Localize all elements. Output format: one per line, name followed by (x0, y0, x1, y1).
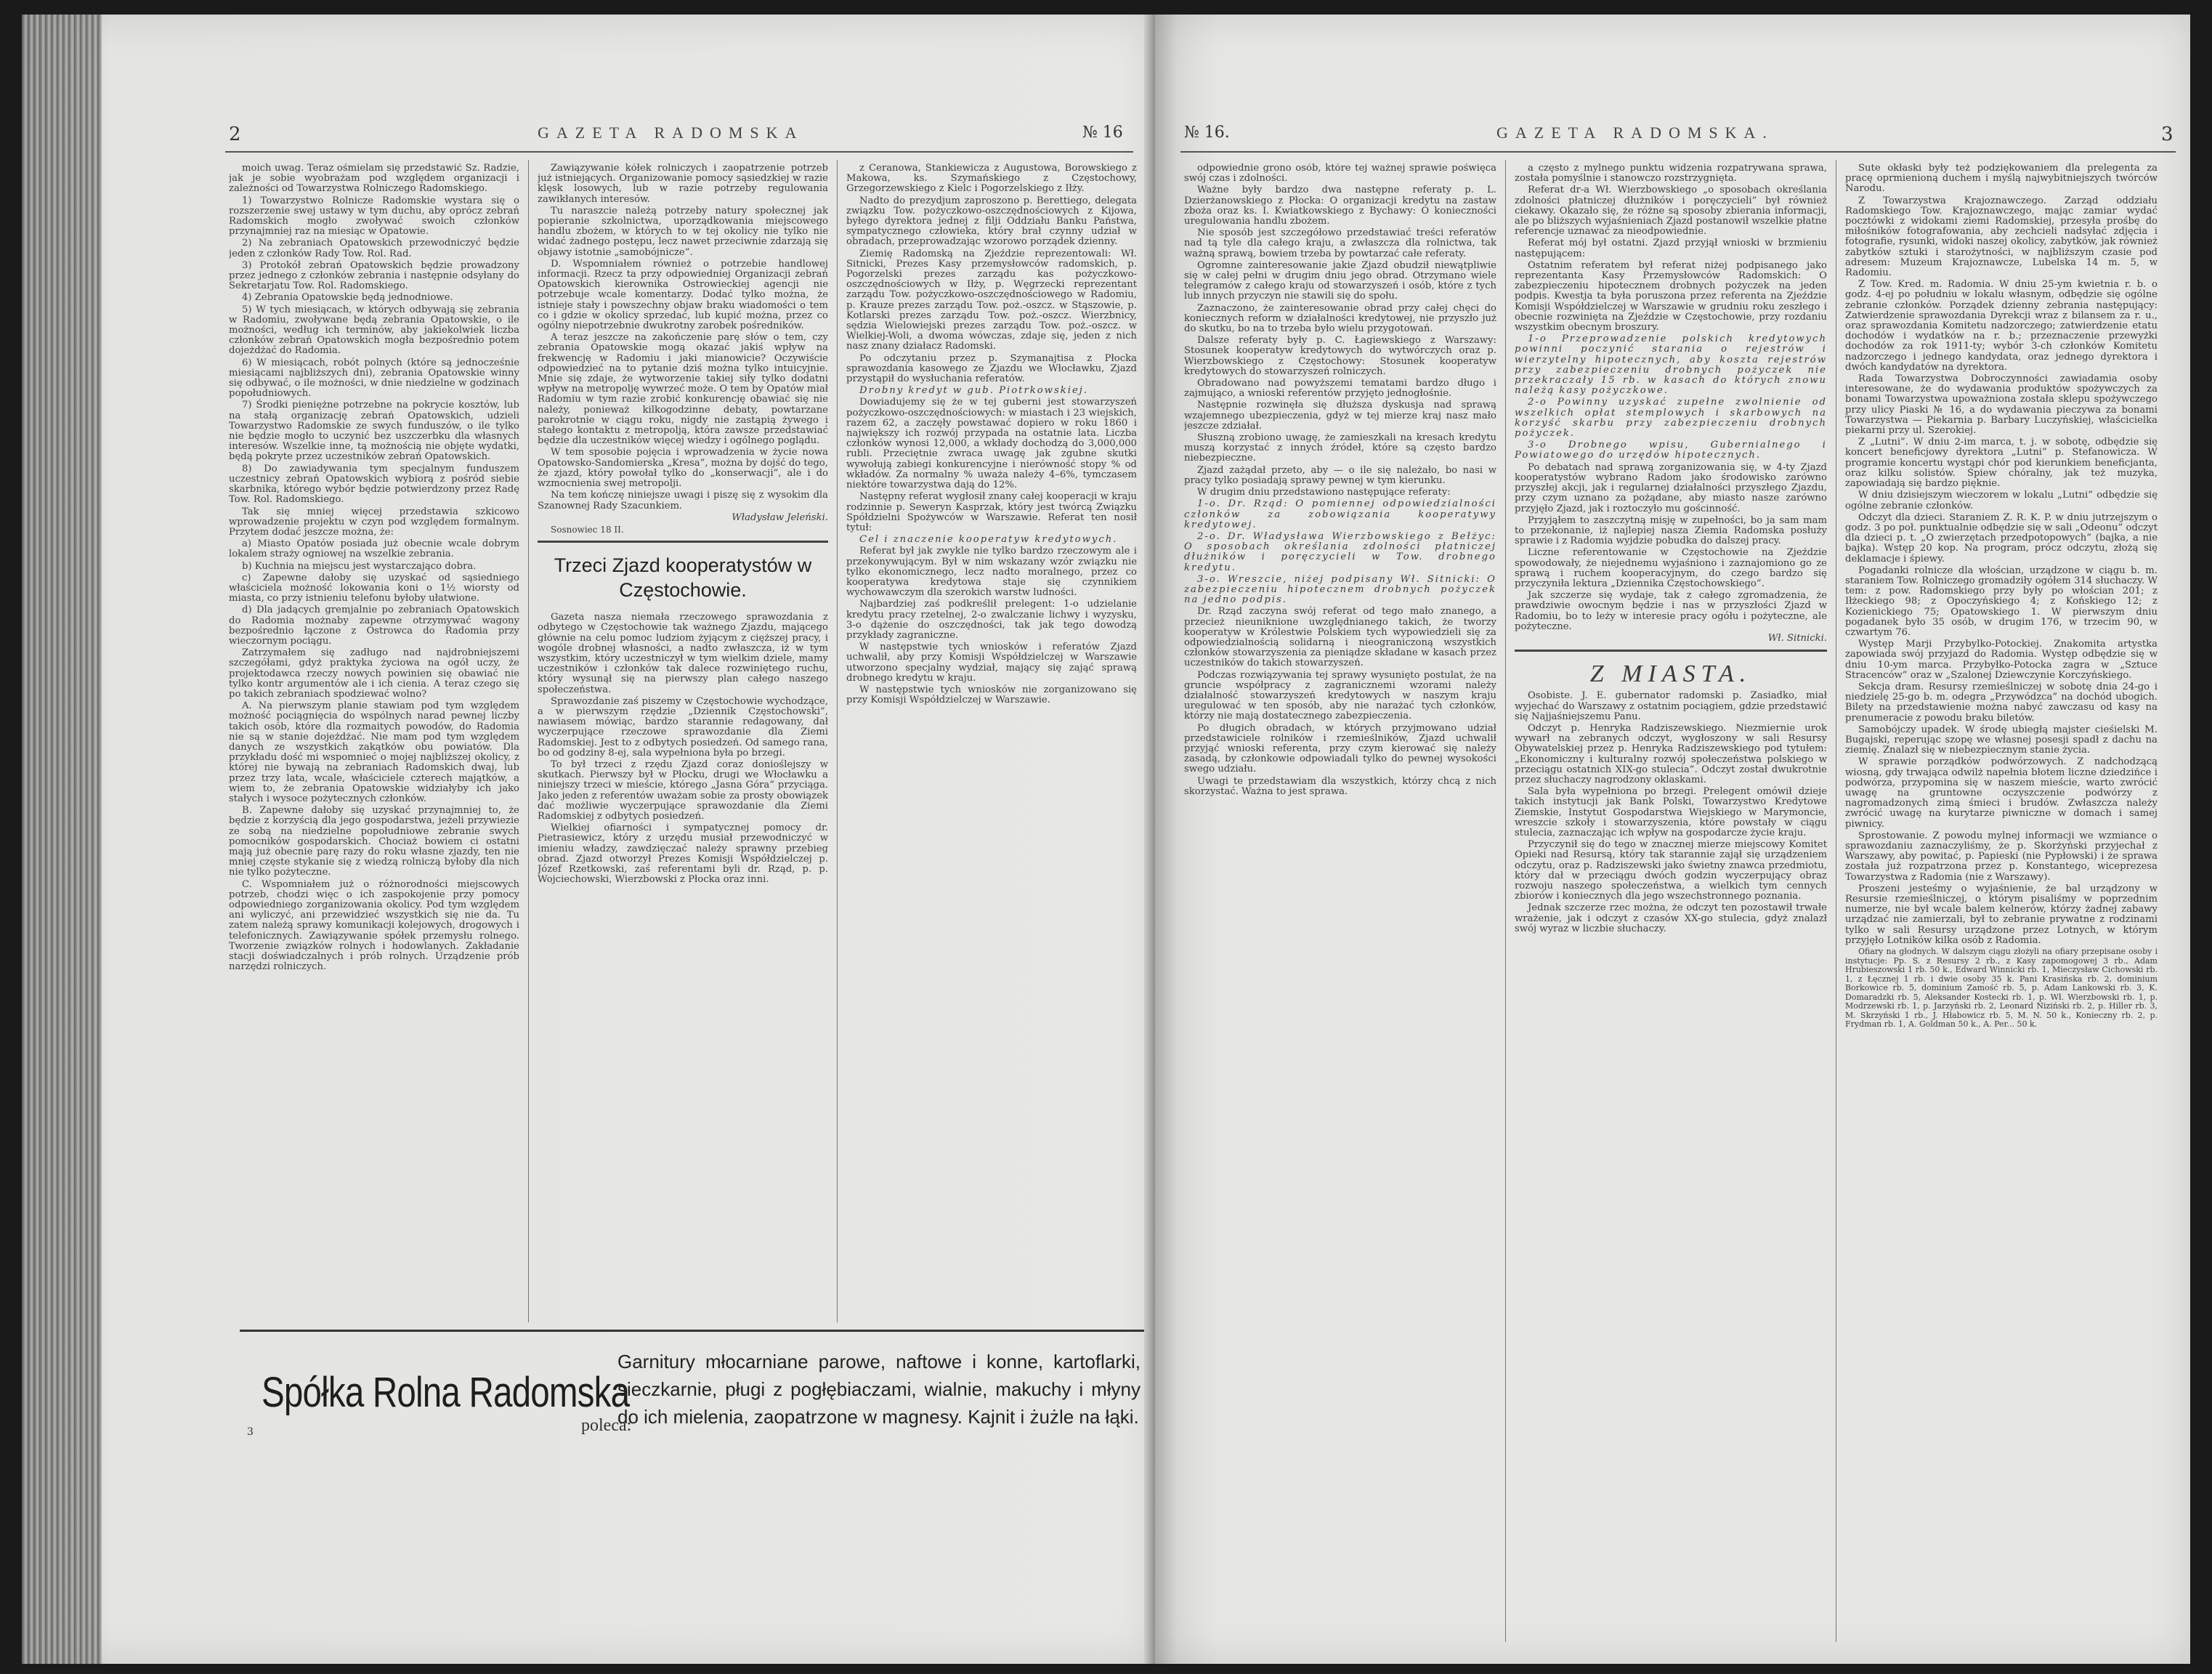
paragraph: Wielkiej ofiarności i sympatycznej pomocy dr. Pietrasiewicz, który z urzędu musiał przewodniczyć w imieniu władzy, zawdzięczać należy sprawny przebieg obrad. Zjazd otworzył Prezes Komisji Współdzielczej p. Józef Rzetkowski, zaś referentami byli dr. Rząd, p. p. Wojciechowski, Wierzbowski z Płocka oraz inni. (538, 822, 828, 886)
paragraph: Uwagi te przedstawiam dla wszystkich, którzy chcą z nich skorzystać. Ważna to jest sprawa. (1184, 775, 1496, 797)
left-column-3 (846, 163, 1137, 1319)
paragraph: 4) Zebrania Opatowskie będą jednodniowe. (242, 292, 453, 304)
paragraph: Nie sposób jest szczegółowo przedstawiać treści referatów nad tą tyle dla całego kraju, a zwłaszcza dla rolnictwa, tak ważną sprawą, bowiem trzeba by powtarzać całe referaty. (1184, 227, 1496, 259)
paragraph: 3-o. Wreszcie, niżej podpisany Wł. Sitnicki: O zabezpieczeniu hipotecznem drobnych pożyczek na jedno podpis. (1184, 573, 1496, 606)
paragraph: Z „Lutni”. W dniu 2-im marca, t. j. w sobotę, odbędzie się koncert beneficjowy dyrektora „Lutni” p. Stefanowicza. W programie koncertu wystąpi chór pod kierunkiem beneficjanta, oraz kilku solistów. Śpiew chóralny, jak też muzyka, zapowiadają się bardzo pięknie. (1845, 437, 2158, 490)
paragraph: Dowiadujemy się że w tej guberni jest stowarzyszeń pożyczkowo-oszczędnościowych: w miastach i 23 wiejskich, razem 62, a zaczęły powstawać dopiero w roku 1860 i największy ich rozwój przypada na ostatnie lata. Liczba członków wynosi 12,000, a wkłady dochodzą do 3,000,000 rubli. Przeciętnie zwraca uwagę jak zgubne skutki wywołują zabiegi konkurencyjne i nierówność stopy % od wkładów. Za normalny % uważa należy 4–6%, tymczasem niektóre towarzystwa dają do 12%. (846, 397, 1137, 491)
paragraph: Najbardziej zaś podkreślił prelegent: 1-o udzielanie kredytu pracy rzetelnej, 2-o zwalczanie lichwy i wyzysku, 3-o dążenie do oszczędności, tak jak tego dowodzą przykłady zagraniczne. (846, 599, 1137, 641)
paragraph: Proszeni jesteśmy o wyjaśnienie, że bal urządzony w Resursie rzemieślniczej, o którym pisaliśmy w poprzednim numerze, nie był wcale balem kelnerów, którzy żadnej zabawy urządzać nie zamierzali, był to zebranie prywatne z rodzinami tylko w sali Resursy urządzone przez Lotnych, w którym przyjęło Lotników kilka osób z Radomia. (1845, 883, 2158, 946)
paragraph: W tem sposobie pojęcia i wprowadzenia w życie nowa Opatowsko-Sandomierska „Kresa”, można by dojść do tego, że zjazd, który powołał tylko do „konserwacji”, ale i do wzmocnienia swej metropolji. (538, 447, 828, 490)
ad-number: 3 (247, 1426, 254, 1438)
paragraph: 1-o. Dr. Rząd: O pomiennej odpowiedzialności członków za zobowiązania kooperatywy kredytowej. (1184, 498, 1496, 530)
paragraph: Drobny kredyt w gub. Piotrkowskiej. (859, 385, 1089, 397)
issue-number-right: № 16. (1184, 124, 1230, 142)
paragraph: B. Zapewne dałoby się uzyskać przynajmniej to, że będzie z korzyścią dla jego gospodarstwa, jeżeli przywiezie ze sobą na niedzielne popołudniowe zebranie swych pomocników gospodarskich. Chociaż bowiem ci ostatni mają już obecnie parę razy do roku własne zjazdy, ten nie mniej częste stykanie się z wiedzą rolniczą byłoby dla nich nie tylko pożyteczne. (229, 805, 519, 878)
ad-recommends: poleca: (581, 1416, 632, 1435)
left-column-2 (538, 163, 828, 1319)
paragraph: Po debatach nad sprawą zorganizowania się, w 4-ty Zjazd kooperatystów wybrano Radom jako środowisko zarówno przyszłej akcji, jak i regularnej działalności przyszłego Zjazdu, przy czym uznano za pożądane, aby miasto nasze zarówno przyjęło Zjazd, jak i roztoczyło mu gościnność. (1515, 461, 1827, 514)
article-rule (538, 541, 828, 543)
paragraph: W następstwie tych wniosków nie zorganizowano się przy Komisji Współdzielczej w Warszawie. (846, 684, 1137, 706)
paragraph: Sprawozdanie zaś piszemy w Częstochowie wychodzące, a w pierwszym rzędzie „Dziennik Częstochowski”, nawiasem mówiąc, bardzo starannie redagowany, dał wyczerpujące rzeczowe sprawozdanie dla Ziemi Radomskiej. Jest to z odbytych posiedzeń. Od samego rana, bo od godziny 8-ej, sala wypełniona była po brzegi. (538, 695, 828, 759)
paragraph: Zatrzymałem się zadługo nad najdrobniejszemi szczegółami, gdyż praktyka życiowa na ogół uczy, że projektodawca rzeczy nowych powinien się obawiać nie tylko kontr argumentów ale i ich cienia. A teraz czego się po takich zebraniach spodziewać wolno? (229, 647, 519, 700)
paragraph: moich uwag. Teraz ośmielam się przedstawić Sz. Radzie, jak je sobie wyobrażam pod względem organizacji i zależności od Towarzystwa Rolniczego Radomskiego. (229, 163, 519, 195)
paragraph: W dniu dzisiejszym wieczorem w lokalu „Lutni” odbędzie się ogólne zebranie członków. (1845, 490, 2158, 512)
paragraph: Osobiste. J. E. gubernator radomski p. Zasiadko, miał wyjechać do Warszawy z ostatnim pociągiem, gdzie przedstawić się Najjaśniejszemu Panu. (1515, 690, 1827, 722)
paragraph: Tak się mniej więcej przedstawia szkicowo wprowadzenie projektu w czyn pod względem formalnym. Przytem dodać jeszcze można, że: (229, 506, 519, 538)
right-column-1 (1184, 163, 1496, 1638)
paragraph: Ważne były bardzo dwa następne referaty p. L. Dzierżanowskiego z Płocka: O organizacji kredytu na zastaw zboża oraz ks. I. Kwiatkowskiego z Bychawy: O konieczności uregulowania handlu zbożem. (1184, 185, 1496, 227)
paragraph: a często z mylnego punktu widzenia rozpatrywana sprawa, została pomyślnie i stanowczo rozstrzygnięta. (1515, 163, 1827, 185)
running-head-left: GAZETA RADOMSKA (538, 124, 804, 142)
paragraph: 1) Towarzystwo Rolnicze Radomskie wystara się o rozszerzenie swej ustawy w tym duchu, aby oprócz zebrań Radomskich mogło zwoływać swoich członków przynajmniej raz na miesiąc w Opatowie. (229, 195, 519, 238)
newspaper-spread (22, 15, 2190, 1664)
left-page (22, 15, 1155, 1664)
paragraph: Ogromne zainteresowanie jakie Zjazd obudził niewątpliwie się w całej pełni w drugim dniu jego obrad. Otrzymano wiele telegramów z całego kraju od stowarzyszeń i osób, które z tych lub innych przyczyn nie stawili się do społu. (1184, 259, 1496, 302)
paragraph: Nadto do prezydjum zaproszono p. Berettiego, delegata związku Tow. pożyczkowo-oszczędnościowych z Kijowa, byłego dyrektora jednej z filji Oddziału Banku Państwa, sympatycznego człowieka, który brał czynny udział w obradach, przeprowadzając wzorowo porządek dzienny. (846, 195, 1137, 248)
paragraph: Po odczytaniu przez p. Szymanajtisa z Płocka sprawozdania kasowego ze Zjazdu we Włocławku, Zjazd przystąpił do wysłuchania referatów. (846, 352, 1137, 385)
paragraph: A. Na pierwszym planie stawiam pod tym względem możność pociągnięcia do wspólnych narad pewnej liczby takich osób, które dla rozmaitych powodów, do Radomia nie są w stanie dojeżdżać. Nie mam pod tym względem danych ze wszystkich zakątków obu powiatów. Dla przykładu dość mi wspomnieć o mojej najbliższej okolicy, z której nie bywają na zebraniach Radomskich dwaj, lub przez trzy lata, wcale, właściciele czterech majątków, a wiem to, że zebrania Opatowskie widziałyby ich jako stałych i wysoce pożytecznych członków. (229, 700, 519, 804)
paragraph: 3-o Drobnego wpisu, Gubernialnego i Powiatowego do urzędów hipotecznych. (1515, 440, 1827, 461)
paragraph: W drugim dniu przedstawiono następujące referaty: (1197, 487, 1451, 498)
left-column-1 (229, 163, 519, 1319)
paragraph: D. Wspomniałem również o potrzebie handlowej informacji. Rzecz ta przy odpowiedniej Organizacji zebrań Opatowskich kierownika Ostrowieckiej agencji nie potrzebuje wcale komentarzy. Dodać tylko można, że istnieje stały i powszechny objaw braku wiadomości o tem co i gdzie w okolicy sprzedać, lub kupić można, przez co ogólny niepotrzebnie dwukrotny zarobek pośredników. (538, 258, 828, 332)
paragraph: b) Kuchnia na miejscu jest wystarczająco dobra. (242, 560, 477, 572)
running-head-right: GAZETA RADOMSKA. (1496, 124, 1774, 142)
column-divider (1505, 160, 1506, 1642)
paragraph: Występ Marji Przybylko-Potockiej. Znakomita artystka zapowiada swój przyjazd do Radomia. Występ odbędzie się w dniu 10-ym marca. Przybyłko-Potocka zagra w „Sztuce Stracenców” oraz w „Szalonej Dziewczynie Korczyńskiego. (1845, 639, 2158, 681)
paragraph: Liczne referentowanie w Częstochowie na Zjeździe spowodowały, że niejednemu wyjaśniono i zaznajomiono go ze sprawą i ruchem kooperacyjnym, do czego bardzo się przyczyniła lektura „Dziennika Częstochowskiego”. (1515, 547, 1827, 589)
paragraph: Dr. Rząd zaczyna swój referat od tego mało znanego, a przecież nieuniknione uwzględnianego takich, że tworzy kooperatyw w Królestwie Polskiem tych wypowiedzieli się za odpowiedzialnością solidarną i nieograniczoną wszystkich członków stowarzyszenia za pieniądze składane w kasach przez uczestników do takich stowarzyszeń. (1184, 606, 1496, 669)
paragraph: W następstwie tych wniosków i referatów Zjazd uchwalił, aby przy Komisji Współdzielczej w Warszawie utworzono specjalny wydział, mający się zająć sprawą drobnego kredytu w kraju. (846, 642, 1137, 684)
paragraph: Zaznaczono, że zainteresowanie obrad przy całej chęci do koniecznych reform w działalności kredytowej, nie przyszło już do skutku, bo na to trzeba było wielu przygotowań. (1184, 302, 1496, 335)
paragraph: C. Wspomniałem już o różnorodności miejscowych potrzeb, chodzi więc o ich zaspokojenie przy pomocy odpowiedniego zorganizowania okolicy. Pod tym względem ani wyliczyć, ani przewidzieć wszystkich się nie da. Tu zatem należą sprawy komunikacji kolejowych, drogowych i telefonicznych. Zawiązywanie spółek przemysłu rolnego. Tworzenie związków rolnych i hodowlanych. Zakładanie stacji doświadczalnych i prób rolnych. Urządzenie prób narzędzi rolniczych. (229, 878, 519, 973)
paragraph: Przyjąłem to zaszczytną misję w zupełności, bo ja sam mam to przekonanie, iż najlepiej nasza Ziemia Radomska posłuży sprawie i z Radomia wyjdzie pobudka do dalszej pracy. (1515, 514, 1827, 547)
right-column-2 (1515, 163, 1827, 1638)
issue-number-left: № 16 (1082, 124, 1123, 142)
paragraph: 5) W tych miesiącach, w których odbywają się zebrania w Radomiu, zwoływane będą zebrania Opatowskie, o ile możności, według ich terminów, aby jakiekolwiek liczba członków zebrań Opatowskich mogła bezpośrednio potem dojeżdżać do Radomia. (229, 304, 519, 357)
column-divider (837, 160, 838, 1322)
paragraph: Referat dr-a Wł. Wierzbowskiego „o sposobach określania zdolności płatniczej dłużników i poręczycieli” był również ciekawy. Okazało się, że różne są sposoby zbierania informacji, ale po bliższych wyjaśnieniach Zjazd postanowił wszelkie płatne referencje uznawać za nieodpowiednie. (1515, 185, 1827, 238)
paragraph: Ziemię Radomską na Zjeździe reprezentowali: Wł. Sitnicki, Prezes Kasy przemysłowców radomskich, p. Pogorzelski prezes zarządu kas pożyczkowo-oszczędnościowych w Iłży, p. Węgrzecki reprezentant zarządu Tow. pożyczkowo-oszczędnościowego w Radomiu, p. Krauze prezes zarządu Tow. poż.-oszcz. w Stąszowie, p. Kotlarski prezes zarządu Tow. poż.-oszcz. Wierzbnicy, sędzia Wielowiejski prezes zarządu Tow. poż.-oszcz. w Wielkiej-Woli, a dwoma wówczas, zdaje się, jeden z nich nasz znany działacz Radomski. (846, 248, 1137, 352)
paragraph: Na tem kończę niniejsze uwagi i piszę się z wysokim dla Szanownej Rady Szacunkiem. (538, 490, 828, 512)
paragraph: Sprostowanie. Z powodu mylnej informacji we wzmiance o sprawozdaniu zaznaczyliśmy, że p. Skorżyński przyjechał z Warszawy, aby powitać, p. Papieski (nie Pypłowski) i że sprawa została już rozpatrzona przez p. Konstantego, wiceprezesa Towarzystwa z Radomia (nie z Warszawy). (1845, 830, 2158, 883)
paragraph: z Ceranowa, Stankiewicza z Augustowa, Borowskiego z Makowa, ks. Szymańskiego z Częstochowy, Grzegorzewskiego z Kielc i Pogorzelskiego z Iłży. (846, 163, 1137, 195)
page-edge-stack (22, 15, 102, 1664)
paragraph: 2-o Powinny uzyskać zupełne zwolnienie od wszelkich opłat stemplowych i skarbowych na korzyść skarbu przy zabezpieczeniu drobnych pożyczek. (1515, 397, 1827, 440)
right-column-3 (1845, 163, 2158, 1638)
paragraph: a) Miasto Opatów posiada już obecnie wcale dobrym lokalem straży ogniowej na wszelkie zebrania. (229, 538, 519, 560)
paragraph: 6) W miesiącach, robót polnych (które są jednocześnie miesiącami najbliższych dni), zebrania Opatowskie winny się odbywać, o ile możności, w dnie niedzielne w godzinach popołudniowych. (229, 357, 519, 400)
paragraph: Ofiary na głodnych. W dalszym ciągu złożyli na ofiary przepisane osoby i instytucje: Pp. S. z Resursy 2 rb., z Kasy zapomogowej 3 rb., Adam Hrubieszowski 1 rb. 50 k., Edward Winnicki rb. 1, Mieczysław Cichowski rb. 1, z Łęcznej 1 rb. i dwie osoby 35 k. Pani Krasińska rb. 2, dominium Borkowice rb. 5, dominium Zamość rb. 5, p. Adam Lankowski rb. 3, K. Domaradzki rb. 5, Aleksander Kostecki rb. 1, p. Wł. Wierzbowski rb. 1, p. Modrzewski rb. 1, p. Jarzyński rb. 2, Leonard Niziński rb. 2, p. Hiller rb. 3, M. Skrzyński 1 rb., J. Hłabowicz rb. 5, M. N. 50 k., Konieczny rb. 2, p. Frydman rb. 1, A. Goldman 50 k., A. Per... 50 k. (1845, 947, 2158, 1030)
paragraph: W sprawie porządków podwórzowych. Z nadchodzącą wiosną, gdy trwająca odwilż napełnia błotem liczne dziedzińce i podwórza, przypomina się w naszem mieście, warto zwrócić uwagę na gruntowne oczyszczenie podwórzy z nagromadzonych zimą śmieci i brudów. Zwłaszcza należy zwrócić uwagę na kurytarze piwniczne w domach i samej piwnicy. (1845, 756, 2158, 830)
dateline: Sosnowiec 18 II. (551, 524, 624, 535)
paragraph: Odczyt p. Henryka Radziszewskiego. Niezmiernie urok wywarł na zebranych odczyt, wygłoszony w sali Resursy Obywatelskiej przez p. Henryka Radziszewskiego pod tytułem: „Ekonomiczny i kulturalny rozwój społeczeństwa polskiego w przeciągu ostatnich XIX-go stulecia”. Odczyt został dwukrotnie przez słuchaczy nagrodzony oklaskami. (1515, 722, 1827, 785)
paragraph: Pogadanki rolnicze dla włościan, urządzone w ciągu b. m. staraniem Tow. Rolniczego gromadziły ogółem 314 słuchaczy. W tem: z pow. Radomskiego przy były po włościan 201; z Iłżeckiego 98; z Opoczyńskiego 4; z Końskiego 12; z Kozienickiego 75; Opatowskiego 1. W pierwszym dniu pogadanek było 35 osób, w drugim 176, w trzecim 90, w czwartym 76. (1845, 565, 2158, 638)
paragraph: Przyczynił się do tego w znacznej mierze miejscowy Komitet Opieki nad Resursą, który tak starannie zajął się urządzeniem odczytu, oraz p. Radziszewski jako świetny znawca przedmiotu, który dał w przeciągu dwóch godzin wyczerpujący obraz rozwoju naszego społeczeństwa, a wielkich tym cennych zbiorów i koniecznych dla jego wszechstronnego poznania. (1515, 839, 1827, 902)
paragraph: 2-o. Dr. Władysława Wierzbowskiego z Bełżyc: O sposobach określania zdolności płatniczej dłużników i poręczycieli w Tow. drobnego kredytu. (1184, 530, 1496, 573)
paragraph: 8) Do zawiadywania tym specjalnym funduszem uczestnicy zebrań Opatowskich wybiorą z pośród siebie skarbnika, którego wybór będzie potwierdzony przez Radę Tow. Rol. Radomskiego. (229, 463, 519, 506)
header-rule-right (1180, 151, 2176, 153)
paragraph: 1-o Przeprowadzenie polskich kredytowych powinni poczynić starania o rejestrów i wierzytelny hipotecznych, aby koszta rejestrów przy zabezpieczeniu drobnych pożyczek nie przekraczały 15 rb. w kasach do których znowu należą kasy pożyczkowe. (1515, 333, 1827, 397)
paragraph: Podczas rozwiązywania tej sprawy wysunięto postulat, że na gruncie współpracy z zagranicznemi wzorami należy działalność stowarzyszeń kredytowych w naszym kraju uregulować w ten sposób, aby nie narażać tych członków, którzy nie mają dostatecznego zabezpieczenia. (1184, 669, 1496, 722)
page-number-left: 2 (229, 124, 241, 145)
paragraph: Zjazd zażądał przeto, aby — o ile się należało, bo nasi w pracy tylko posiadają sprawy pewnej w tym kierunku. (1184, 464, 1496, 486)
paragraph: To był trzeci z rzędu Zjazd coraz donioślejszy w skutkach. Pierwszy był w Płocku, drugi we Włocławku a niniejszy trzeci w mieście, którego „Jasna Góra” przyciąga. Jako jeden z referentów uważam sobie za prosty obowiązek dać możliwie wyczerpujące sprawozdanie dla Ziemi Radomskiej z odbytych posiedzeń. (538, 759, 828, 822)
paragraph: Gazeta nasza niemała rzeczowego sprawozdania z odbytego w Częstochowie tak ważnego Zjazdu, mającego głównie na celu pomoc ludziom żyjącym z cięższej pracy, i wogóle drobnej własności, a nadto zwłaszcza, iż w tym wszystkim, który uczestniczył w tym wielkim dziele, mamy uczestników i członków tak dalece rozwiniętego ruchu, który wysunął się na pierwszy plan całego naszego społeczeństwa. (538, 612, 828, 695)
paragraph: Tu naraszcie należą potrzeby natury społecznej jak popieranie szkolnictwa, uporządkowania miejscowego handlu zbożem, w których to w tej okolicy nie tylko nie widać żadnego postępu, lecz nawet przeciwnie zdarzają się objawy istotnie „samobójnicze”. (538, 205, 828, 258)
column-divider (528, 160, 529, 1322)
paragraph: Samobójczy upadek. W środę ubiegłą majster cieśielski M. Bugajski, reperując szopę we własnej posesji spadł z dachu na ziemię. Znalazł się w niebezpiecznym stanie życia. (1845, 724, 2158, 756)
paragraph: 3) Protokół zebrań Opatowskich będzie prowadzony przez jednego z członków zebrania i następnie odsyłany do Sekretarjatu Tow. Rol. Radomskiego. (229, 259, 519, 292)
paragraph: Cel i znaczenie kooperatyw kredytowych. (859, 534, 1118, 546)
paragraph: Sala była wypełniona po brzegi. Prelegent omówił dzieje takich instytucji jak Bank Polski, Towarzystwo Kredytowe Ziemskie, Instytut Gospodarstwa Wiejskiego w Marymoncie, wreszcie szkoły i stowarzyszenia, które powstały w ciągu stulecia, zaznaczając ich wpływ na gospodarcze życie kraju. (1515, 786, 1827, 838)
paragraph: Dalsze referaty były p. C. Łagiewskiego z Warszawy: Stosunek kooperatyw kredytowych do wytwórczych oraz p. Wierzbowskiego z Częstochowy: Stosunek kooperatyw kredytowych do stowarzyszeń rolniczych. (1184, 335, 1496, 377)
right-page (1155, 15, 2190, 1664)
paragraph: Po długich obradach, w których przyjmowano udział przedstawiciele rolników i rzemieślników, Zjazd uchwalił przyjąć wnioski referenta, przy czym kierować się należy zasadą, by członkowie odpowiadali tylko do pewnej wysokości swego udziału. (1184, 722, 1496, 775)
paragraph: Jednak szczerze rzec można, że odczyt ten pozostawił trwałe wrażenie, jak i odczyt z czasów XX-go stulecia, gdyż znalazł swój wyraz w liczbie słuchaczy. (1515, 902, 1827, 934)
article-title: Trzeci Zjazd kooperatystów w Częstochowie. (554, 554, 812, 602)
paragraph: Następny referat wygłosił znany całej kooperacji w kraju rodzinnie p. Seweryn Kasprzak, który jest twórcą Związku Spółdzielni Spożywców w Warszawie. Referat ten nosił tytuł: (846, 491, 1137, 533)
paragraph: 7) Środki pieniężne potrzebne na pokrycie kosztów, lub na stałą organizację zebrań Opatowskich, udzieli Towarzystwo Radomskie ze swych funduszów, o ile tylko nie będzie mogło to uczynić bez uszczerbku dla własnych interesów. Wszelkie inne, tą możnością nie objęte wydatki, będą pokryte przez uczestników zebrań Opatowskich. (229, 400, 519, 463)
paragraph: d) Dla jadących gremjalnie po zebraniach Opatowskich do Radomia możnaby zapewne otrzymywać wagony bezpośrednio łączone z Ostrowca do Radomia przy wieczornym pociągu. (229, 604, 519, 647)
ad-company-name: Spółka Rolna Radomska (262, 1369, 630, 1416)
paragraph: Słuszną zrobiono uwagę, że zamieszkali na kresach kredytu muszą korzystać z innych źródeł, które są często bardzo niebezpieczne. (1184, 432, 1496, 464)
paragraph: Obradowano nad powyższemi tematami bardzo długo i zajmująco, a wnioski referentów przyjęto jednogłośnie. (1184, 378, 1496, 400)
ad-product-list: Garnitury młocarniane parowe, naftowe i konne, kartoflarki, sieczkarnie, pługi z pogłębiaczami, wialnie, makuchy i młyny do ich mielenia, zaopatrzone w magnesy. Kajnit i żużle na łąki. (617, 1351, 1141, 1428)
paragraph: odpowiednie grono osób, które tej ważnej sprawie poświęca swój czas i zdolności. (1184, 163, 1496, 185)
paragraph: Zawiązywanie kółek rolniczych i zaopatrzenie potrzeb już istniejących. Organizowanie pomocy sąsiedzkiej w razie klęsk losowych, lub w razie potrzeby regulowania zawikłanych interesów. (538, 163, 828, 205)
paragraph: Sute okłaski były też podziękowaniem dla prelegenta za pracę oprmienioną duchem i myślą najwybitniejszych twórców Narodu. (1845, 163, 2158, 195)
advertisement (240, 1330, 1148, 1455)
signature-sitnicki: Wł. Sitnicki. (1767, 632, 1827, 644)
paragraph: c) Zapewne dałoby się uzyskać od sąsiedniego właściciela możność lokowania koni o 1½ wiorsty od miasta, co przy istnieniu telefonu byłoby ułatwione. (229, 572, 519, 604)
paragraph: Sekcja dram. Resursy rzemieślniczej w sobotę dnia 24-go i niedzielę 25-go b. m. odegra „Przywódzca” na dochód ubogich. Bilety na przedstawienie można nabyć zawczasu od kasy na prenumeracie z powodu braku biletów. (1845, 681, 2158, 724)
paragraph: 2) Na zebraniach Opatowskich przewodniczyć będzie jeden z członków Rady Tow. Rol. Rad. (229, 238, 519, 259)
section-heading-z-miasta: Z MIASTA. (1589, 660, 1752, 688)
paragraph: A teraz jeszcze na zakończenie parę słów o tem, czy zebrania Opatowskie mogą okazać jakiś wpływ na frekwencję w Radomiu i jaki mianowicie? Oczywiście odpowiedzieć na to pytanie dziś można tylko intuicyjnie. Mnie się zdaje, że wytworzenie takiej siły tylko dodatni wpływ na metropolję wywrzeć może. O tem by Opatów miał Radomiu w tym razie zrobić konkurencję obawiać się nie należy, ponieważ kilkogodzinne debaty, powtarzane parokrotnie w ciągu roku, nigdy nie zastąpią żywego i stałego kontaktu z metropolją, która zawsze przedstawiać będzie dla uczestników więcej wiedzy i ogólnego poglądu. (538, 332, 828, 447)
paragraph: Referat mój był ostatni. Zjazd przyjął wnioski w brzmieniu następującem: (1515, 238, 1827, 259)
paragraph: Jak szczerze się wydaje, tak z całego zgromadzenia, że prawdziwie owocnym będzie i nas w przyszłości Zjazd w Radomiu, bo to leży w interesie pracy ogółu i pożyteczne, ale pożyteczne. (1515, 590, 1827, 632)
paragraph: Z Tow. Kred. m. Radomia. W dniu 25-ym kwietnia r. b. o godz. 4-ej po południu w lokalu własnym, odbędzie się ogólne zebranie członków. Porządek dzienny zebrania następujący: Zatwierdzenie sprawozdania Dyrekcji wraz z bilansem za r. u., oraz sprawozdania Komitetu nadzorczego; zatwierdzenie etatu dochodów i wydatków na r. b.; przeznaczenie przewyżki dochodów za rok 1911-ty; wybór 3-ch członków Komitetu nadzorczego i jednego kandydata, oraz jednego dyrektora i dwóch kandydatów na dyrektora. (1845, 279, 2158, 373)
paragraph: Z Towarzystwa Krajoznawczego. Zarząd oddziału Radomskiego Tow. Krajoznawczego, mając zamiar wydać pocztówki z widokami ziemi Radomskiej, przesyła prośbę do miłośników fotografowania, aby zechcieli nadsyłać zdjęcia i fotografie, rysunki, widoki naszej okolicy, zabytków, jak również zabytków sztuki i starożytności, w najbliższym czasie pod adresem: Muzeum Krajoznawcze, Lubelska 14 m. 5, w Radomiu. (1845, 195, 2158, 279)
page-number-right: 3 (2161, 124, 2173, 145)
signature-jelenski: Władysław Jeleński. (732, 512, 828, 523)
paragraph: Następnie rozwinęła się dłuższa dyskusja nad sprawą wzajemnego ubezpieczenia, gdyż w tej mierze kraj nasz mało jeszcze zdziałał. (1184, 400, 1496, 432)
paragraph: Referat był jak zwykle nie tylko bardzo rzeczowym ale i przekonywującym. Był w nim wskazany wzór związku nie tylko ekonomicznego, lecz nadto moralnego, przez co kooperatywa kredytowa staje się czynnikiem wychowawczym dla szerokich warstw ludności. (846, 546, 1137, 599)
section-rule (1515, 650, 1827, 652)
paragraph: Rada Towarzystwa Dobroczynności zawiadamia osoby interesowane, że do wydawania produktów spożywczych za bonami Towarzystwa upoważniona została sklepu spożywczego przy ulicy Piaski № 16, a do wydawania pieczywa za bonami Towarzystwa — Piekarnia p. Barbary Luczyńskiej, właścicielka piekarni przy ul. Szerokiej. (1845, 373, 2158, 437)
paragraph: Odczyt dla dzieci. Staraniem Z. R. K. P. w dniu jutrzejszym o godz. 3 po poł. punktualnie odbędzie się w sali „Odeonu” odczyt dla dzieci p. t. „O zwierzętach przedpotopowych” (bajka, a nie bajka). Wstęp 20 kop. Na program, prócz odczytu, złożą się deklamacje i śpiewy. (1845, 512, 2158, 565)
header-rule-left (225, 151, 1133, 153)
paragraph: Ostatnim referatem był referat niżej podpisanego jako reprezentanta Kasy Przemysłowców Radomskich: O zabezpieczeniu hipotecznem drobnych pożyczek na jeden podpis. Kwestja ta była poruszona przez referenta na Zjeździe Komisji Współdzielczej w Warszawie w grudniu roku zeszłego i obecnie rozwinięta na Zjeździe w Częstochowie, przy rozdaniu wszystkim obecnym broszury. (1515, 259, 1827, 333)
